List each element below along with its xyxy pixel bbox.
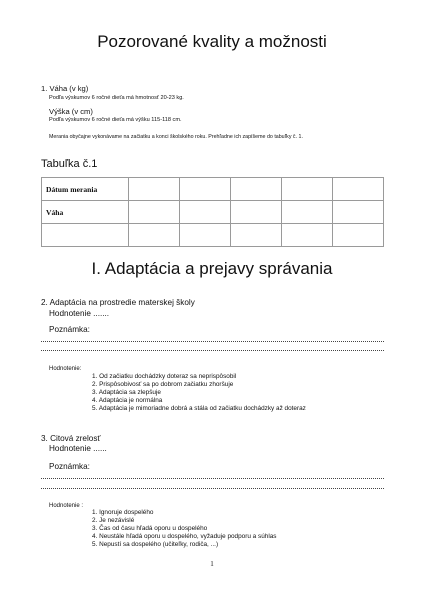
list-item: 5. Adaptácia je mimoriadne dobrá a stála od začiatku dochádzky až doteraz — [92, 405, 306, 412]
page-title: Pozorované kvality a možnosti — [97, 32, 327, 51]
item3-heading: 3. Citová zrelosť — [41, 434, 101, 443]
item3-scale-label: Hodnotenie : — [49, 503, 84, 509]
list-item: 3. Adaptácia sa zlepšuje — [92, 389, 161, 396]
item3-scale-list — [92, 509, 276, 549]
table-cell[interactable] — [333, 201, 384, 224]
table-cell[interactable] — [282, 224, 333, 247]
table-cell[interactable] — [180, 224, 231, 247]
list-item: 3. Čas od času hľadá oporu u dospelého — [92, 525, 208, 532]
item2-note-label: Poznámka: — [49, 325, 90, 334]
item3-rating[interactable]: Hodnotenie ...... — [49, 444, 107, 453]
list-item: 1. Od začiatku dochádzky doteraz sa neprispôsobil — [92, 373, 237, 380]
list-item: 2. Je nezávislé — [92, 517, 135, 524]
item3-note-line-2[interactable] — [41, 488, 384, 489]
table-cell[interactable] — [129, 224, 180, 247]
item2-note-line-1[interactable] — [41, 341, 384, 342]
row-label-empty — [42, 224, 129, 247]
table-cell[interactable] — [282, 201, 333, 224]
height-heading: Výška (v cm) — [49, 107, 93, 116]
item2-note-line-2[interactable] — [41, 350, 384, 351]
item3-note-line-1[interactable] — [41, 478, 384, 479]
item2-scale-label: Hodnotenie: — [49, 366, 82, 372]
table-cell[interactable] — [231, 178, 282, 201]
table-cell[interactable] — [231, 201, 282, 224]
table-cell[interactable] — [129, 178, 180, 201]
table-row — [42, 178, 384, 201]
measurement-note: Merania obyčajne vykonávame na začiatku a konci školského roku. Prehľadne ich zapíšeme do tabuľky č. 1. — [49, 134, 303, 140]
table-cell[interactable] — [129, 201, 180, 224]
table-row — [42, 201, 384, 224]
list-item: 1. Ignoruje dospelého — [92, 509, 154, 516]
item2-rating[interactable]: Hodnotenie ....... — [49, 309, 110, 318]
measurement-table — [41, 177, 384, 247]
table-cell[interactable] — [231, 224, 282, 247]
list-item: 2. Prispôsobivosť sa po dobrom začiatku zhoršuje — [92, 381, 234, 388]
page-number: 1 — [210, 560, 214, 568]
table-cell[interactable] — [180, 201, 231, 224]
row-label-date: Dátum merania — [42, 178, 129, 201]
item3-note-label: Poznámka: — [49, 462, 90, 471]
table-cell[interactable] — [282, 178, 333, 201]
list-item: 4. Neustále hľadá oporu u dospelého, vyžaduje podporu a súhlas — [92, 533, 277, 540]
row-label-weight: Váha — [42, 201, 129, 224]
item2-scale-list — [92, 373, 306, 413]
table-cell[interactable] — [333, 224, 384, 247]
weight-note: Podľa výskumov 6 ročné dieťa má hmotnosť 20-23 kg. — [49, 95, 184, 101]
item2-heading: 2. Adaptácia na prostredie materskej školy — [41, 298, 195, 307]
table-cell[interactable] — [333, 178, 384, 201]
list-item: 5. Nepustí sa dospelého (učiteľky, rodiča, ...) — [92, 541, 219, 548]
table-caption: Tabuľka č.1 — [41, 158, 98, 170]
section-heading: I. Adaptácia a prejavy správania — [91, 259, 333, 278]
table-cell[interactable] — [180, 178, 231, 201]
table-row — [42, 224, 384, 247]
height-note: Podľa výskumov 6 ročné dieťa má výšku 115-118 cm. — [49, 117, 182, 123]
weight-heading: 1. Váha (v kg) — [41, 84, 89, 93]
list-item: 4. Adaptácia je normálna — [92, 397, 163, 404]
